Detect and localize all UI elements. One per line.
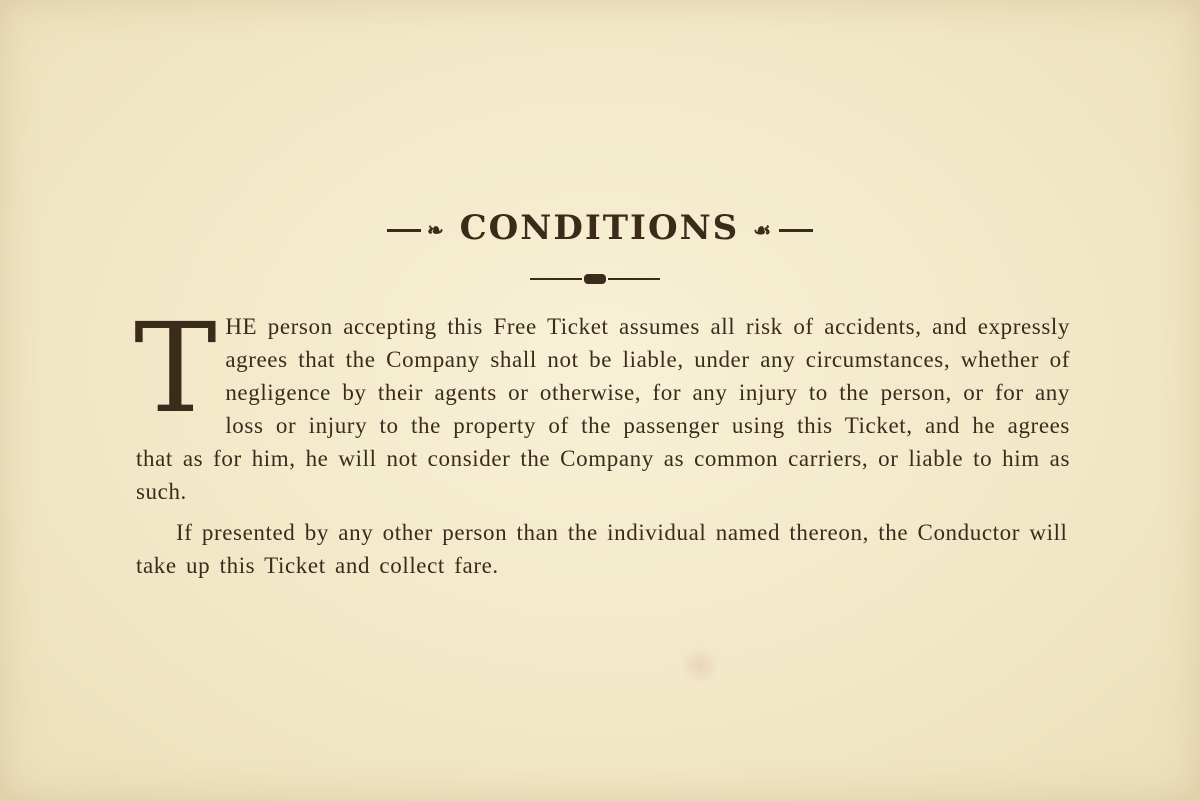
heading-dash-right	[779, 229, 813, 232]
fleuron-left-icon: ❧	[427, 218, 446, 242]
heading-title: CONDITIONS	[459, 208, 740, 248]
ornamental-rule	[530, 271, 660, 285]
conditions-paragraph-2: If presented by any other person than the individual named thereon, the Conductor will take up this Ticket and collect fare.	[136, 520, 1068, 578]
heading-dash-left	[387, 229, 421, 232]
rule-center-ornament-icon	[584, 274, 606, 284]
paragraph-1-text: HE person accepting this Free Ticket assumes all risk of accidents, and expressly agrees that the Company shall not be liable, under any circumstances, whether of negligence by their agents or otherwise, for any injury to the person, or for any loss or injury to the property of the passenger using this Ticket, and he agrees that as for him, he will not consider the Company as common carriers, or liable to him as such.	[136, 314, 1070, 504]
conditions-paragraph-1	[134, 297, 1070, 508]
conditions-heading	[0, 203, 1200, 255]
conditions-body	[134, 297, 1070, 582]
drop-cap: T	[134, 297, 218, 441]
rule-line-right	[608, 278, 660, 280]
paper-stain	[680, 645, 720, 685]
fleuron-right-icon: ☙	[753, 218, 773, 242]
rule-line-left	[530, 278, 582, 280]
